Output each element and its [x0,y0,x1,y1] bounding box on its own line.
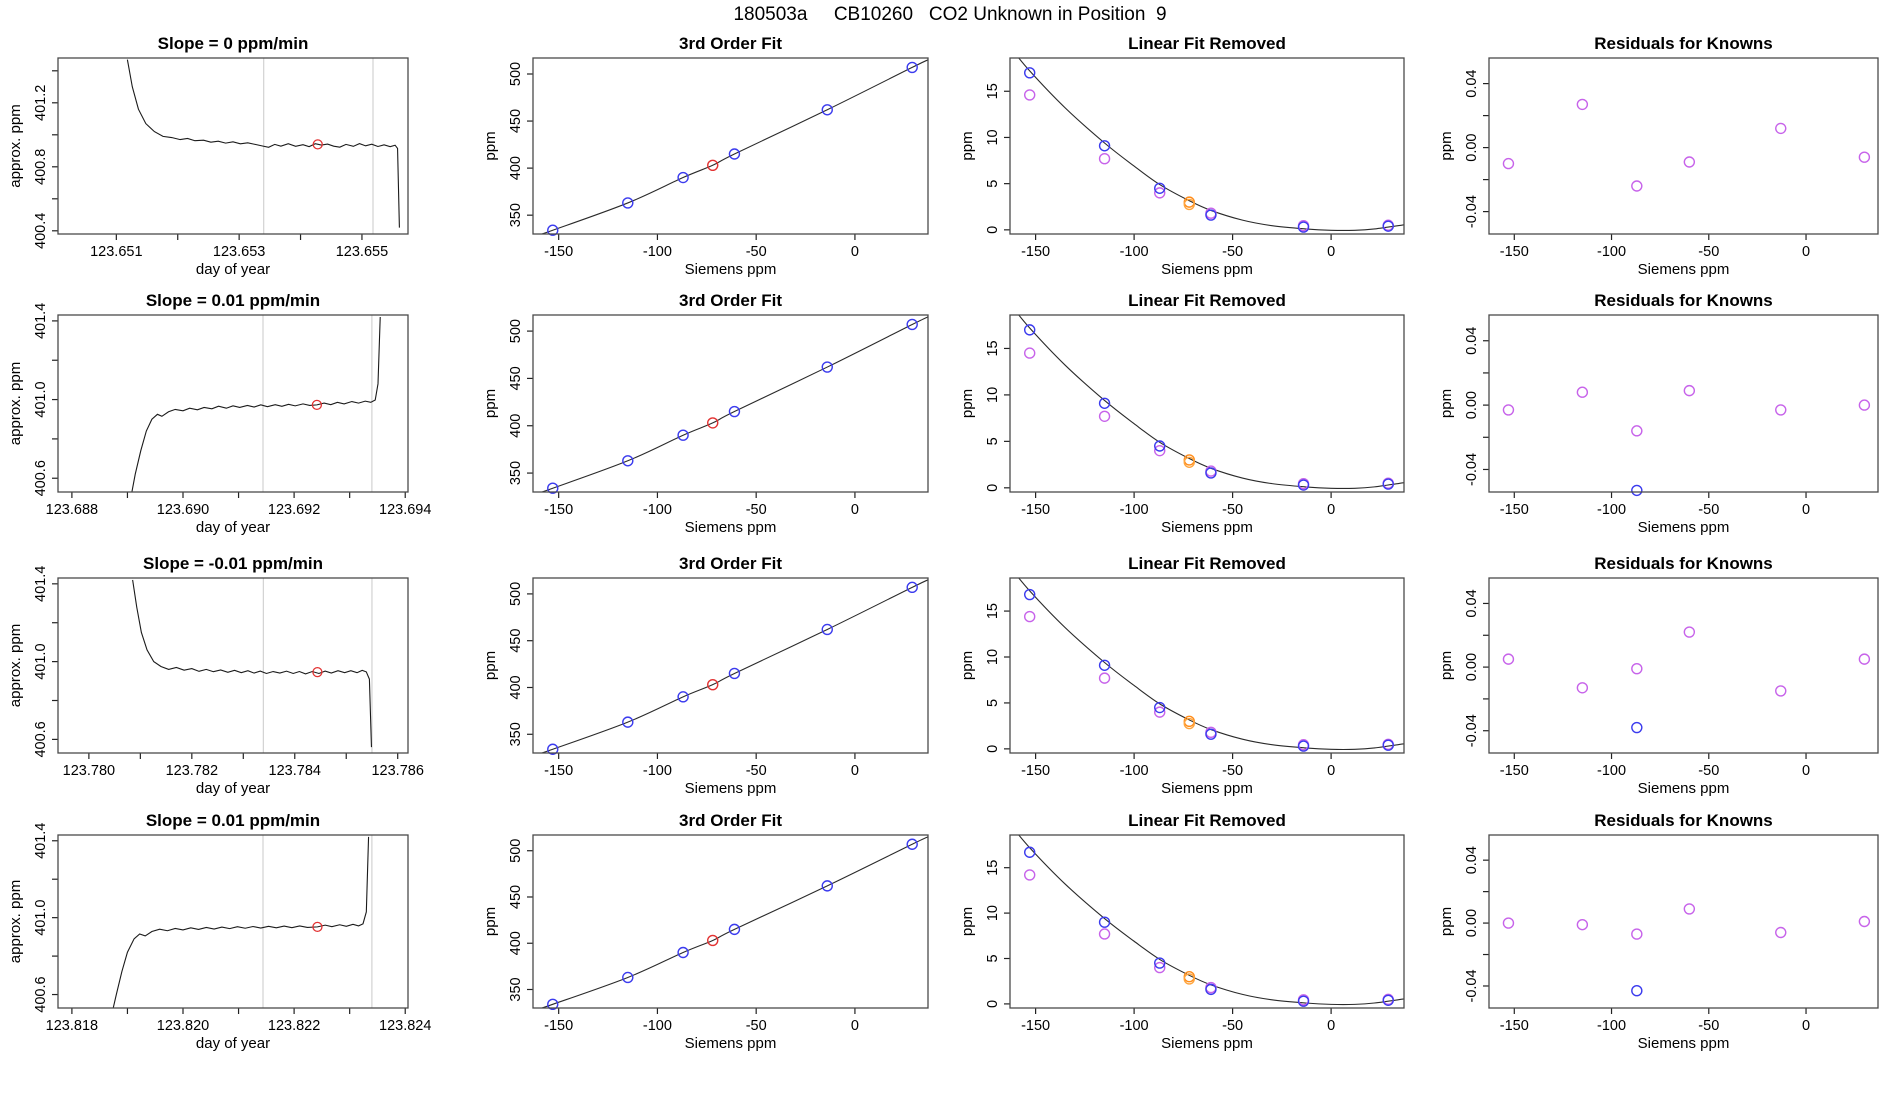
y-axis-label: ppm [959,131,976,161]
residual-point [1859,152,1869,162]
panel-title: 3rd Order Fit [679,291,782,310]
y-axis-label: ppm [959,650,976,681]
fit-curve [533,580,928,756]
x-tick-label: -100 [1597,502,1627,518]
y-tick-label: 450 [508,884,524,910]
x-tick-label: 123.692 [267,502,321,518]
known-point-violet [1025,90,1035,100]
residual-point [1859,400,1869,410]
x-tick-label: -150 [544,763,574,779]
y-axis-label: ppm [1438,906,1455,937]
y-tick-label: 450 [508,108,524,134]
residual-point [1859,917,1869,927]
y-tick-label: 0.04 [1464,326,1480,355]
known-point-violet [1100,154,1110,164]
x-axis-label: day of year [195,519,271,536]
residual-point [1776,928,1786,938]
x-tick-label: -100 [642,502,672,518]
y-tick-label: 10 [985,386,1001,403]
x-tick-label: -150 [1021,763,1051,779]
x-tick-label: -50 [1222,763,1244,779]
y-tick-label: -0.04 [1464,195,1480,229]
x-tick-label: -50 [1698,1018,1720,1034]
x-tick-label: 123.824 [379,1018,432,1034]
x-tick-label: -50 [745,244,767,260]
known-point-blue [1025,68,1035,78]
y-tick-label: 350 [508,203,524,228]
x-tick-label: 0 [850,1018,859,1034]
x-axis-label: Siemens ppm [684,1035,777,1052]
x-tick-label: -100 [1119,244,1149,260]
x-tick-label: 0 [850,244,859,260]
co2-trace [133,580,372,747]
x-axis-label: Siemens ppm [684,519,777,536]
y-tick-label: 400.8 [33,148,49,185]
x-axis-label: day of year [195,1035,271,1052]
x-tick-label: -100 [1119,502,1149,518]
fit-curve [533,317,928,495]
y-tick-label: 400 [508,675,524,700]
x-tick-label: 123.655 [335,244,389,260]
residual-point [1632,426,1642,436]
x-tick-label: -50 [1222,244,1244,260]
x-tick-label: -100 [1119,763,1149,779]
residual-point [1577,387,1587,397]
residual-point [1632,929,1642,939]
panel-title: Residuals for Knowns [1594,291,1773,310]
y-axis-label: ppm [959,906,976,937]
residual-point [1684,386,1694,396]
x-axis-label: Siemens ppm [684,261,777,278]
x-tick-label: 123.822 [267,1018,321,1034]
panel-r1-slope [7,34,408,278]
x-tick-label: -50 [745,763,767,779]
known-point-violet [1100,929,1110,939]
y-tick-label: -0.04 [1464,452,1480,487]
x-tick-label: 0 [1801,502,1811,518]
known-point-violet [1025,870,1035,880]
x-tick-label: -100 [642,244,672,260]
y-tick-label: -0.04 [1464,969,1480,1003]
y-tick-label: 401.4 [33,302,49,340]
y-tick-label: 401.4 [33,822,49,859]
y-tick-label: 0.00 [1464,652,1480,682]
x-tick-label: -50 [1222,502,1244,518]
panel-r2-fit [482,291,928,536]
x-tick-label: 0 [1327,502,1336,518]
residual-point [1776,123,1786,133]
panel-title: Linear Fit Removed [1128,554,1286,573]
x-tick-label: -100 [1597,763,1627,779]
y-axis-label: ppm [1438,388,1455,419]
y-tick-label: 500 [508,318,524,344]
x-tick-label: -150 [1021,502,1051,518]
y-tick-label: 450 [508,628,524,653]
x-axis-label: day of year [195,780,271,797]
x-axis-label: Siemens ppm [1637,261,1730,278]
x-tick-label: -150 [1499,244,1529,260]
y-axis-label: ppm [482,388,499,419]
x-tick-label: 123.786 [371,763,424,779]
x-tick-label: -50 [745,1018,767,1034]
residual-point [1859,654,1869,664]
panel-r4-linear-removed [959,811,1404,1052]
y-axis-label: ppm [959,388,976,419]
residual-point [1684,157,1694,167]
y-tick-label: 401.0 [33,381,49,418]
x-tick-label: 0 [1327,1018,1336,1034]
y-axis-label: approx. ppm [7,104,24,188]
x-tick-label: 123.653 [212,244,266,260]
y-tick-label: 400.6 [33,976,49,1013]
x-tick-label: 123.782 [165,763,219,779]
y-axis-label: approx. ppm [7,623,24,708]
y-tick-label: 350 [508,722,524,747]
panel-title: 3rd Order Fit [679,34,782,53]
x-tick-label: -100 [642,1018,672,1034]
figure-title: 180503a CB10260 CO2 Unknown in Position 9 [733,4,1167,25]
y-tick-label: 0 [985,483,1001,492]
panel-title: 3rd Order Fit [679,554,782,573]
x-tick-label: -100 [1119,1018,1149,1034]
y-tick-label: 15 [985,859,1001,876]
y-tick-label: 500 [508,61,524,87]
y-tick-label: 401.0 [33,643,49,680]
y-tick-label: 400 [508,931,524,956]
panel-title: Slope = 0.01 ppm/min [145,291,321,310]
y-tick-label: 10 [985,905,1001,922]
y-tick-label: 0.04 [1464,69,1480,98]
x-tick-label: 0 [1801,1018,1811,1034]
panel-title: Slope = -0.01 ppm/min [143,554,323,573]
panel-title: Linear Fit Removed [1128,34,1286,53]
y-tick-label: -0.04 [1464,714,1480,748]
x-axis-label: Siemens ppm [1637,1035,1730,1052]
x-tick-label: -150 [544,1018,574,1034]
residual-point [1684,904,1694,914]
panel-r4-fit [482,811,928,1052]
known-point-blue [1025,325,1035,335]
x-tick-label: -150 [1499,1018,1529,1034]
y-axis-label: ppm [482,650,499,681]
y-axis-label: ppm [482,131,499,161]
x-tick-label: 123.688 [45,502,99,518]
known-point-violet [1100,673,1110,683]
panel-title: Linear Fit Removed [1128,811,1286,830]
y-tick-label: 450 [508,366,524,391]
x-tick-label: 123.690 [156,502,210,518]
y-tick-label: 15 [985,340,1001,357]
residual-curve [1010,567,1404,750]
co2-trace [131,317,380,498]
panel-title: Linear Fit Removed [1128,291,1286,310]
known-point-violet [1025,348,1035,358]
x-tick-label: 123.651 [90,244,143,260]
x-tick-label: 0 [1327,244,1336,260]
panel-r1-linear-removed [959,34,1404,278]
y-tick-label: 401.4 [33,565,49,602]
y-tick-label: 350 [508,460,524,486]
residual-point [1577,99,1587,109]
y-tick-label: 400.6 [33,721,49,758]
y-tick-label: 0.04 [1464,589,1480,618]
y-tick-label: 10 [985,648,1001,666]
x-tick-label: -150 [544,244,574,260]
residual-point [1577,683,1587,693]
panel-r3-fit [482,554,928,797]
y-tick-label: 500 [508,581,524,607]
residual-point [1632,664,1642,674]
y-tick-label: 0 [985,225,1001,234]
x-tick-label: -100 [1597,244,1627,260]
x-tick-label: -50 [1698,244,1720,260]
x-axis-label: Siemens ppm [1161,1035,1253,1052]
panel-r3-slope [7,554,424,797]
panel-r2-residuals [1438,291,1878,536]
x-tick-label: -150 [1499,502,1529,518]
y-axis-label: ppm [1438,131,1455,161]
x-tick-label: 123.820 [156,1018,210,1034]
panel-r3-residuals [1438,554,1878,797]
residual-point [1503,405,1513,415]
x-axis-label: Siemens ppm [1161,261,1253,278]
x-tick-label: -50 [1222,1018,1244,1034]
y-tick-label: 5 [985,698,1001,707]
y-tick-label: 401.2 [33,84,49,121]
x-tick-label: 0 [1801,244,1811,260]
x-tick-label: -150 [1021,1018,1051,1034]
y-tick-label: 5 [985,437,1001,446]
x-tick-label: 123.694 [379,502,432,518]
y-tick-label: 0.00 [1464,133,1480,162]
known-point-violet [1025,612,1035,622]
residual-curve [1010,824,1404,1004]
panel-title: Residuals for Knowns [1594,554,1773,573]
y-tick-label: 0 [985,999,1001,1008]
y-tick-label: 500 [508,838,524,863]
y-tick-label: 401.0 [33,899,49,936]
x-tick-label: 0 [850,502,859,518]
residual-outlier-point [1632,485,1642,495]
y-tick-label: 15 [985,83,1001,100]
panel-r2-slope [7,291,431,536]
x-tick-label: -50 [1698,763,1720,779]
panel-title: Slope = 0 ppm/min [157,34,309,53]
residual-point [1577,920,1587,930]
y-tick-label: 0 [985,744,1001,753]
panel-r1-fit [482,34,928,278]
panel-r1-residuals [1438,34,1878,278]
x-tick-label: -100 [642,763,672,779]
panel-r4-slope [7,811,431,1052]
panel-title: 3rd Order Fit [679,811,782,830]
residual-outlier-point [1632,986,1642,996]
x-tick-label: 0 [850,763,859,779]
residual-point [1684,627,1694,637]
residual-curve [1010,47,1404,231]
residual-point [1776,405,1786,415]
panel-r4-residuals [1438,811,1878,1052]
panel-r3-linear-removed [959,554,1404,797]
known-point-violet [1100,411,1110,421]
fit-curve [533,837,928,1011]
co2-trace [112,837,369,1014]
y-tick-label: 400.4 [33,212,49,249]
fit-curve [533,60,928,237]
panel-title: Slope = 0.01 ppm/min [145,811,321,830]
y-axis-label: approx. ppm [7,361,24,446]
y-tick-label: 350 [508,977,524,1002]
x-tick-label: 123.818 [45,1018,99,1034]
y-axis-label: ppm [482,906,499,937]
y-tick-label: 400.6 [33,460,49,497]
panel-title: Residuals for Knowns [1594,811,1773,830]
x-tick-label: 123.780 [62,763,116,779]
x-tick-label: -50 [1698,502,1720,518]
residual-point [1503,918,1513,928]
residual-point [1632,181,1642,191]
y-tick-label: 15 [985,603,1001,620]
x-axis-label: Siemens ppm [1637,519,1730,536]
residual-point [1776,686,1786,696]
y-tick-label: 5 [985,179,1001,188]
x-axis-label: Siemens ppm [1637,780,1730,797]
x-tick-label: 123.784 [268,763,321,779]
x-axis-label: Siemens ppm [1161,519,1253,536]
panel-title: Residuals for Knowns [1594,34,1773,53]
y-tick-label: 0.00 [1464,908,1480,938]
x-tick-label: -100 [1597,1018,1627,1034]
y-tick-label: 10 [985,129,1001,146]
y-tick-label: 0.04 [1464,846,1480,875]
y-axis-label: ppm [1438,650,1455,681]
x-tick-label: 0 [1327,763,1336,779]
x-tick-label: -150 [1021,244,1051,260]
y-tick-label: 400 [508,156,524,181]
residual-point [1503,654,1513,664]
x-tick-label: 0 [1801,763,1811,779]
x-axis-label: day of year [195,261,271,278]
residual-outlier-point [1632,723,1642,733]
x-tick-label: -150 [544,502,574,518]
x-tick-label: -50 [745,502,767,518]
y-tick-label: 0.00 [1464,390,1480,420]
x-axis-label: Siemens ppm [684,780,777,797]
y-tick-label: 5 [985,954,1001,963]
panel-r2-linear-removed [959,291,1404,536]
x-axis-label: Siemens ppm [1161,780,1253,797]
residual-point [1503,159,1513,169]
x-tick-label: -150 [1499,763,1529,779]
residual-curve [1010,304,1404,489]
y-axis-label: approx. ppm [7,879,24,964]
y-tick-label: 400 [508,413,524,438]
